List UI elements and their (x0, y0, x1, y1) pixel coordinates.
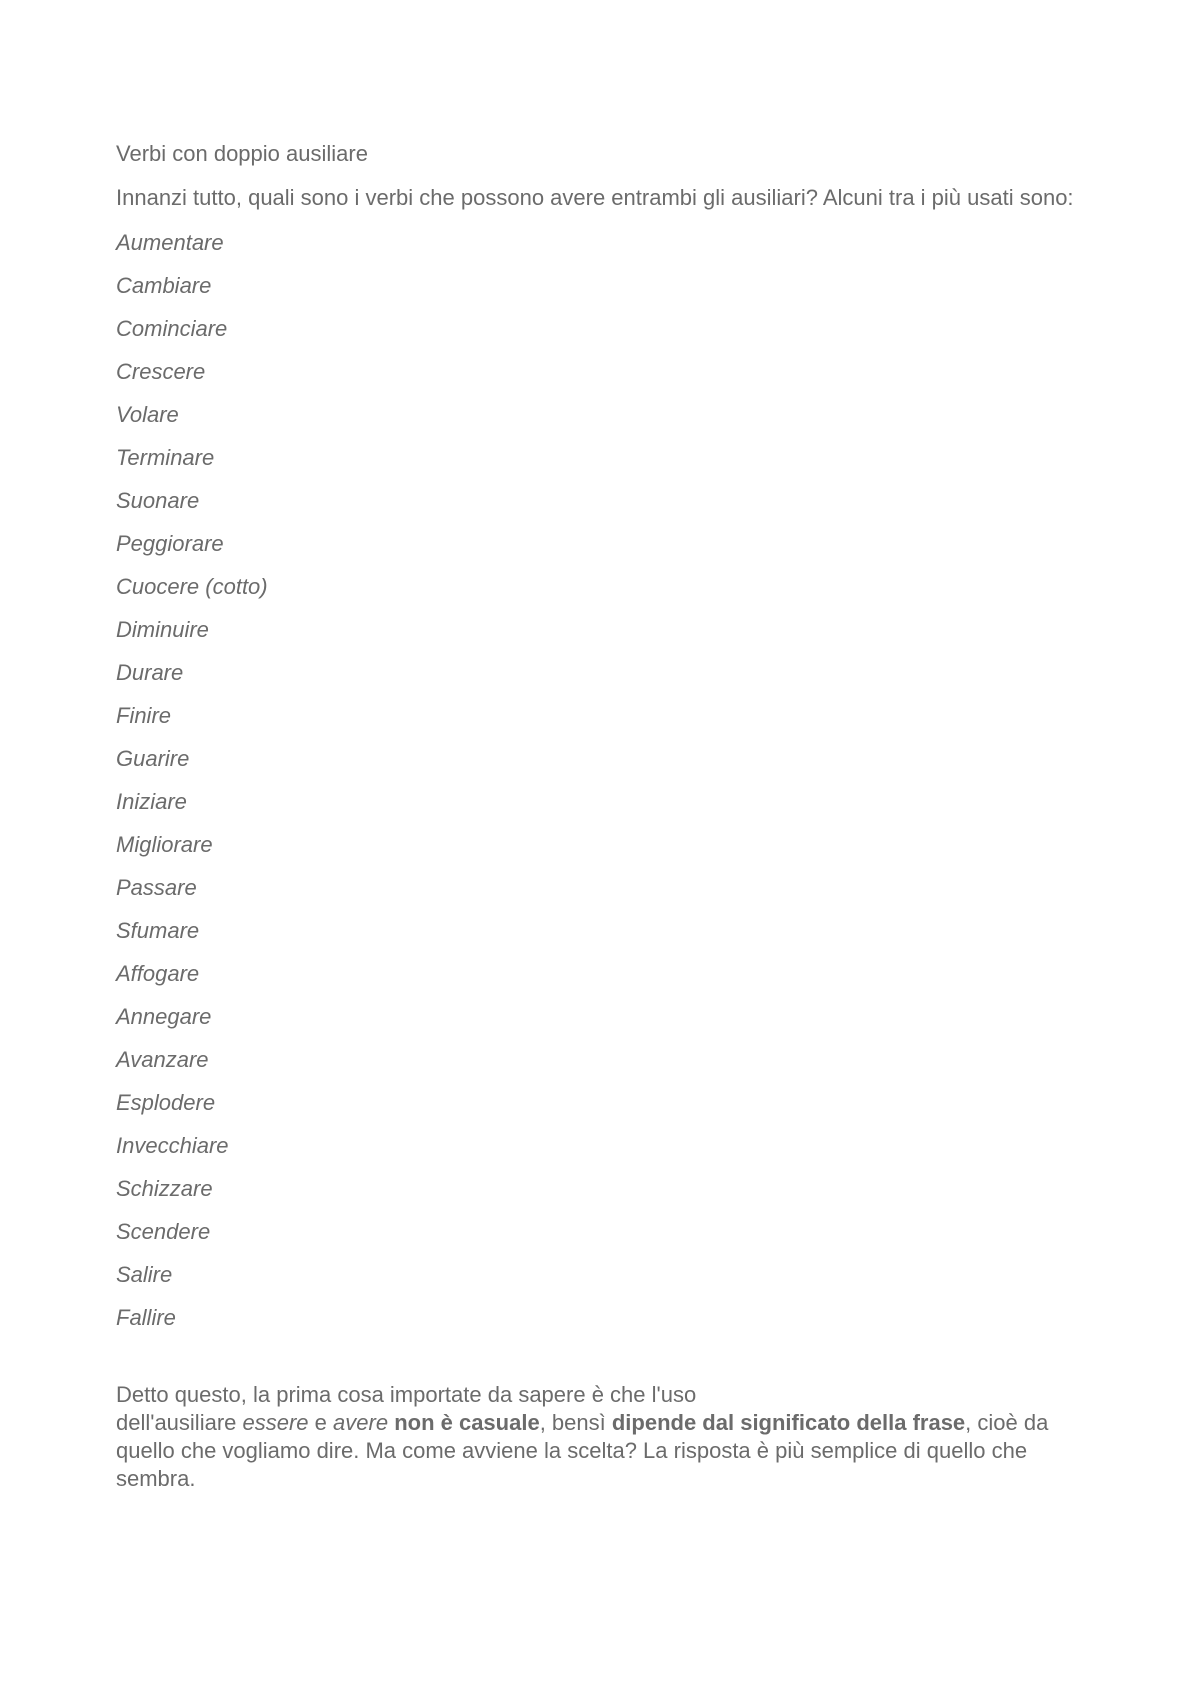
list-item: Migliorare (116, 832, 213, 857)
bold-non-casuale: non è casuale (394, 1410, 540, 1435)
list-item: Crescere (116, 359, 206, 384)
document-title: Verbi con doppio ausiliare (116, 141, 368, 166)
list-item: Suonare (116, 488, 200, 513)
list-item: Guarire (116, 746, 190, 771)
verb-list (116, 221, 1096, 1339)
list-item: Schizzare (116, 1176, 213, 1201)
list-item: Terminare (116, 445, 215, 470)
conclusion-text: e (308, 1410, 334, 1435)
intro-paragraph: Innanzi tutto, quali sono i verbi che possono avere entrambi gli ausiliari? Alcuni tra i più usati sono: (116, 185, 1074, 210)
list-item: Cominciare (116, 316, 228, 341)
conclusion-text: dell'ausiliare (116, 1410, 243, 1435)
list-item: Cuocere (cotto) (116, 574, 268, 599)
list-item: Diminuire (116, 617, 209, 642)
list-item: Durare (116, 660, 184, 685)
list-item: Annegare (116, 1004, 212, 1029)
list-item: Fallire (116, 1305, 176, 1330)
emphasis-essere: essere (242, 1410, 309, 1435)
list-item: Sfumare (116, 918, 200, 943)
conclusion-text: Detto questo, la prima cosa importate da sapere è che l'uso (116, 1382, 697, 1407)
list-item: Invecchiare (116, 1133, 229, 1158)
list-item: Cambiare (116, 273, 212, 298)
list-item: Passare (116, 875, 197, 900)
conclusion-paragraph (116, 1381, 1096, 1493)
conclusion-text: , bensì (539, 1410, 612, 1435)
list-item: Affogare (116, 961, 200, 986)
bold-dipende-significato: dipende dal significato della frase (611, 1410, 966, 1435)
list-item: Peggiorare (116, 531, 224, 556)
list-item: Iniziare (116, 789, 187, 814)
list-item: Aumentare (116, 230, 224, 255)
list-item: Avanzare (116, 1047, 209, 1072)
list-item: Salire (116, 1262, 173, 1287)
list-item: Scendere (116, 1219, 211, 1244)
emphasis-avere: avere (333, 1410, 389, 1435)
list-item: Finire (116, 703, 172, 728)
document-page (116, 140, 1096, 1493)
list-item: Volare (116, 402, 179, 427)
list-item: Esplodere (116, 1090, 216, 1115)
conclusion-text: , cioè da quello che vogliamo dire. Ma come avviene la scelta? La risposta è più semplice di quello che sembra. (116, 1410, 1049, 1491)
